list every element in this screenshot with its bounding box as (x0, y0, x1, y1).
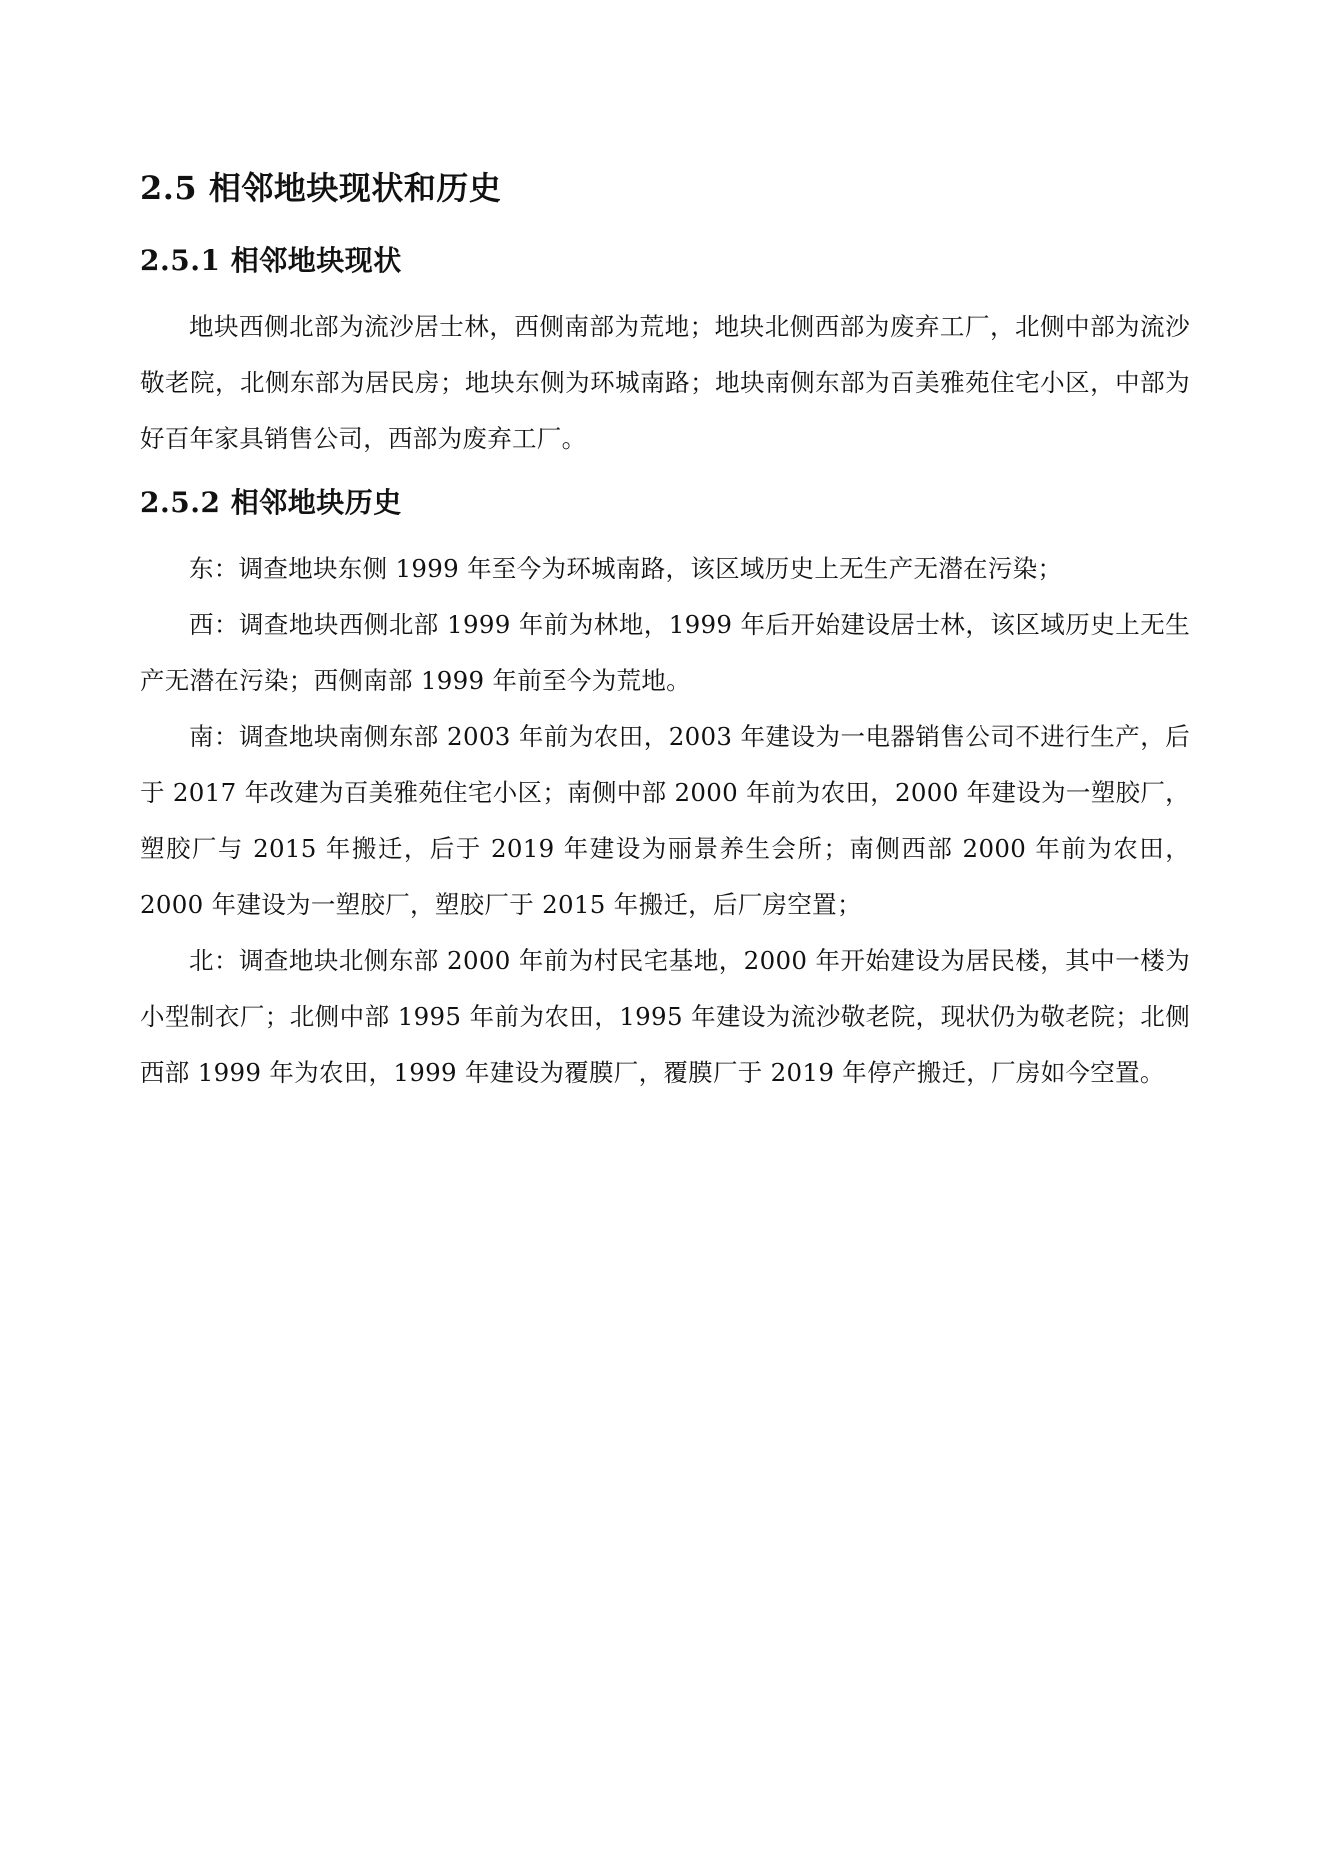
spacer (140, 467, 1190, 481)
history-south-paragraph: 南：调查地块南侧东部 2003 年前为农田，2003 年建设为一电器销售公司不进行生产，后于 2017 年改建为百美雅苑住宅小区；南侧中部 2000 年前为农田，2000 年建设为一塑胶厂，塑胶厂与 2015 年搬迁，后于 2019 年建设为丽景养生会所；南侧西部 2000 年前为农田，2000 年建设为一塑胶厂，塑胶厂于 2015 年搬迁，后厂房空置； (140, 722, 1190, 919)
current-status-paragraph: 地块西侧北部为流沙居士林，西侧南部为荒地；地块北侧西部为废弃工厂，北侧中部为流沙敬老院，北侧东部为居民房；地块东侧为环城南路；地块南侧东部为百美雅苑住宅小区，中部为好百年家具销售公司，西部为废弃工厂。 (140, 312, 1190, 453)
history-east-paragraph: 东：调查地块东侧 1999 年至今为环城南路，该区域历史上无生产无潜在污染； (189, 554, 1063, 583)
subsection-heading-current: 2.5.1 相邻地块现状 (140, 244, 402, 277)
section-heading: 2.5 相邻地块现状和历史 (140, 169, 502, 207)
subsection-heading-history: 2.5.2 相邻地块历史 (140, 486, 402, 519)
document-page (140, 165, 1190, 1101)
history-west-paragraph: 西：调查地块西侧北部 1999 年前为林地，1999 年后开始建设居士林，该区域历史上无生产无潜在污染；西侧南部 1999 年前至今为荒地。 (140, 610, 1190, 695)
history-north-paragraph: 北：调查地块北侧东部 2000 年前为村民宅基地，2000 年开始建设为居民楼，其中一楼为小型制衣厂；北侧中部 1995 年前为农田，1995 年建设为流沙敬老院，现状仍为敬老院；北侧西部 1999 年为农田，1999 年建设为覆膜厂，覆膜厂于 2019 年停产搬迁，厂房如今空置。 (140, 946, 1190, 1087)
